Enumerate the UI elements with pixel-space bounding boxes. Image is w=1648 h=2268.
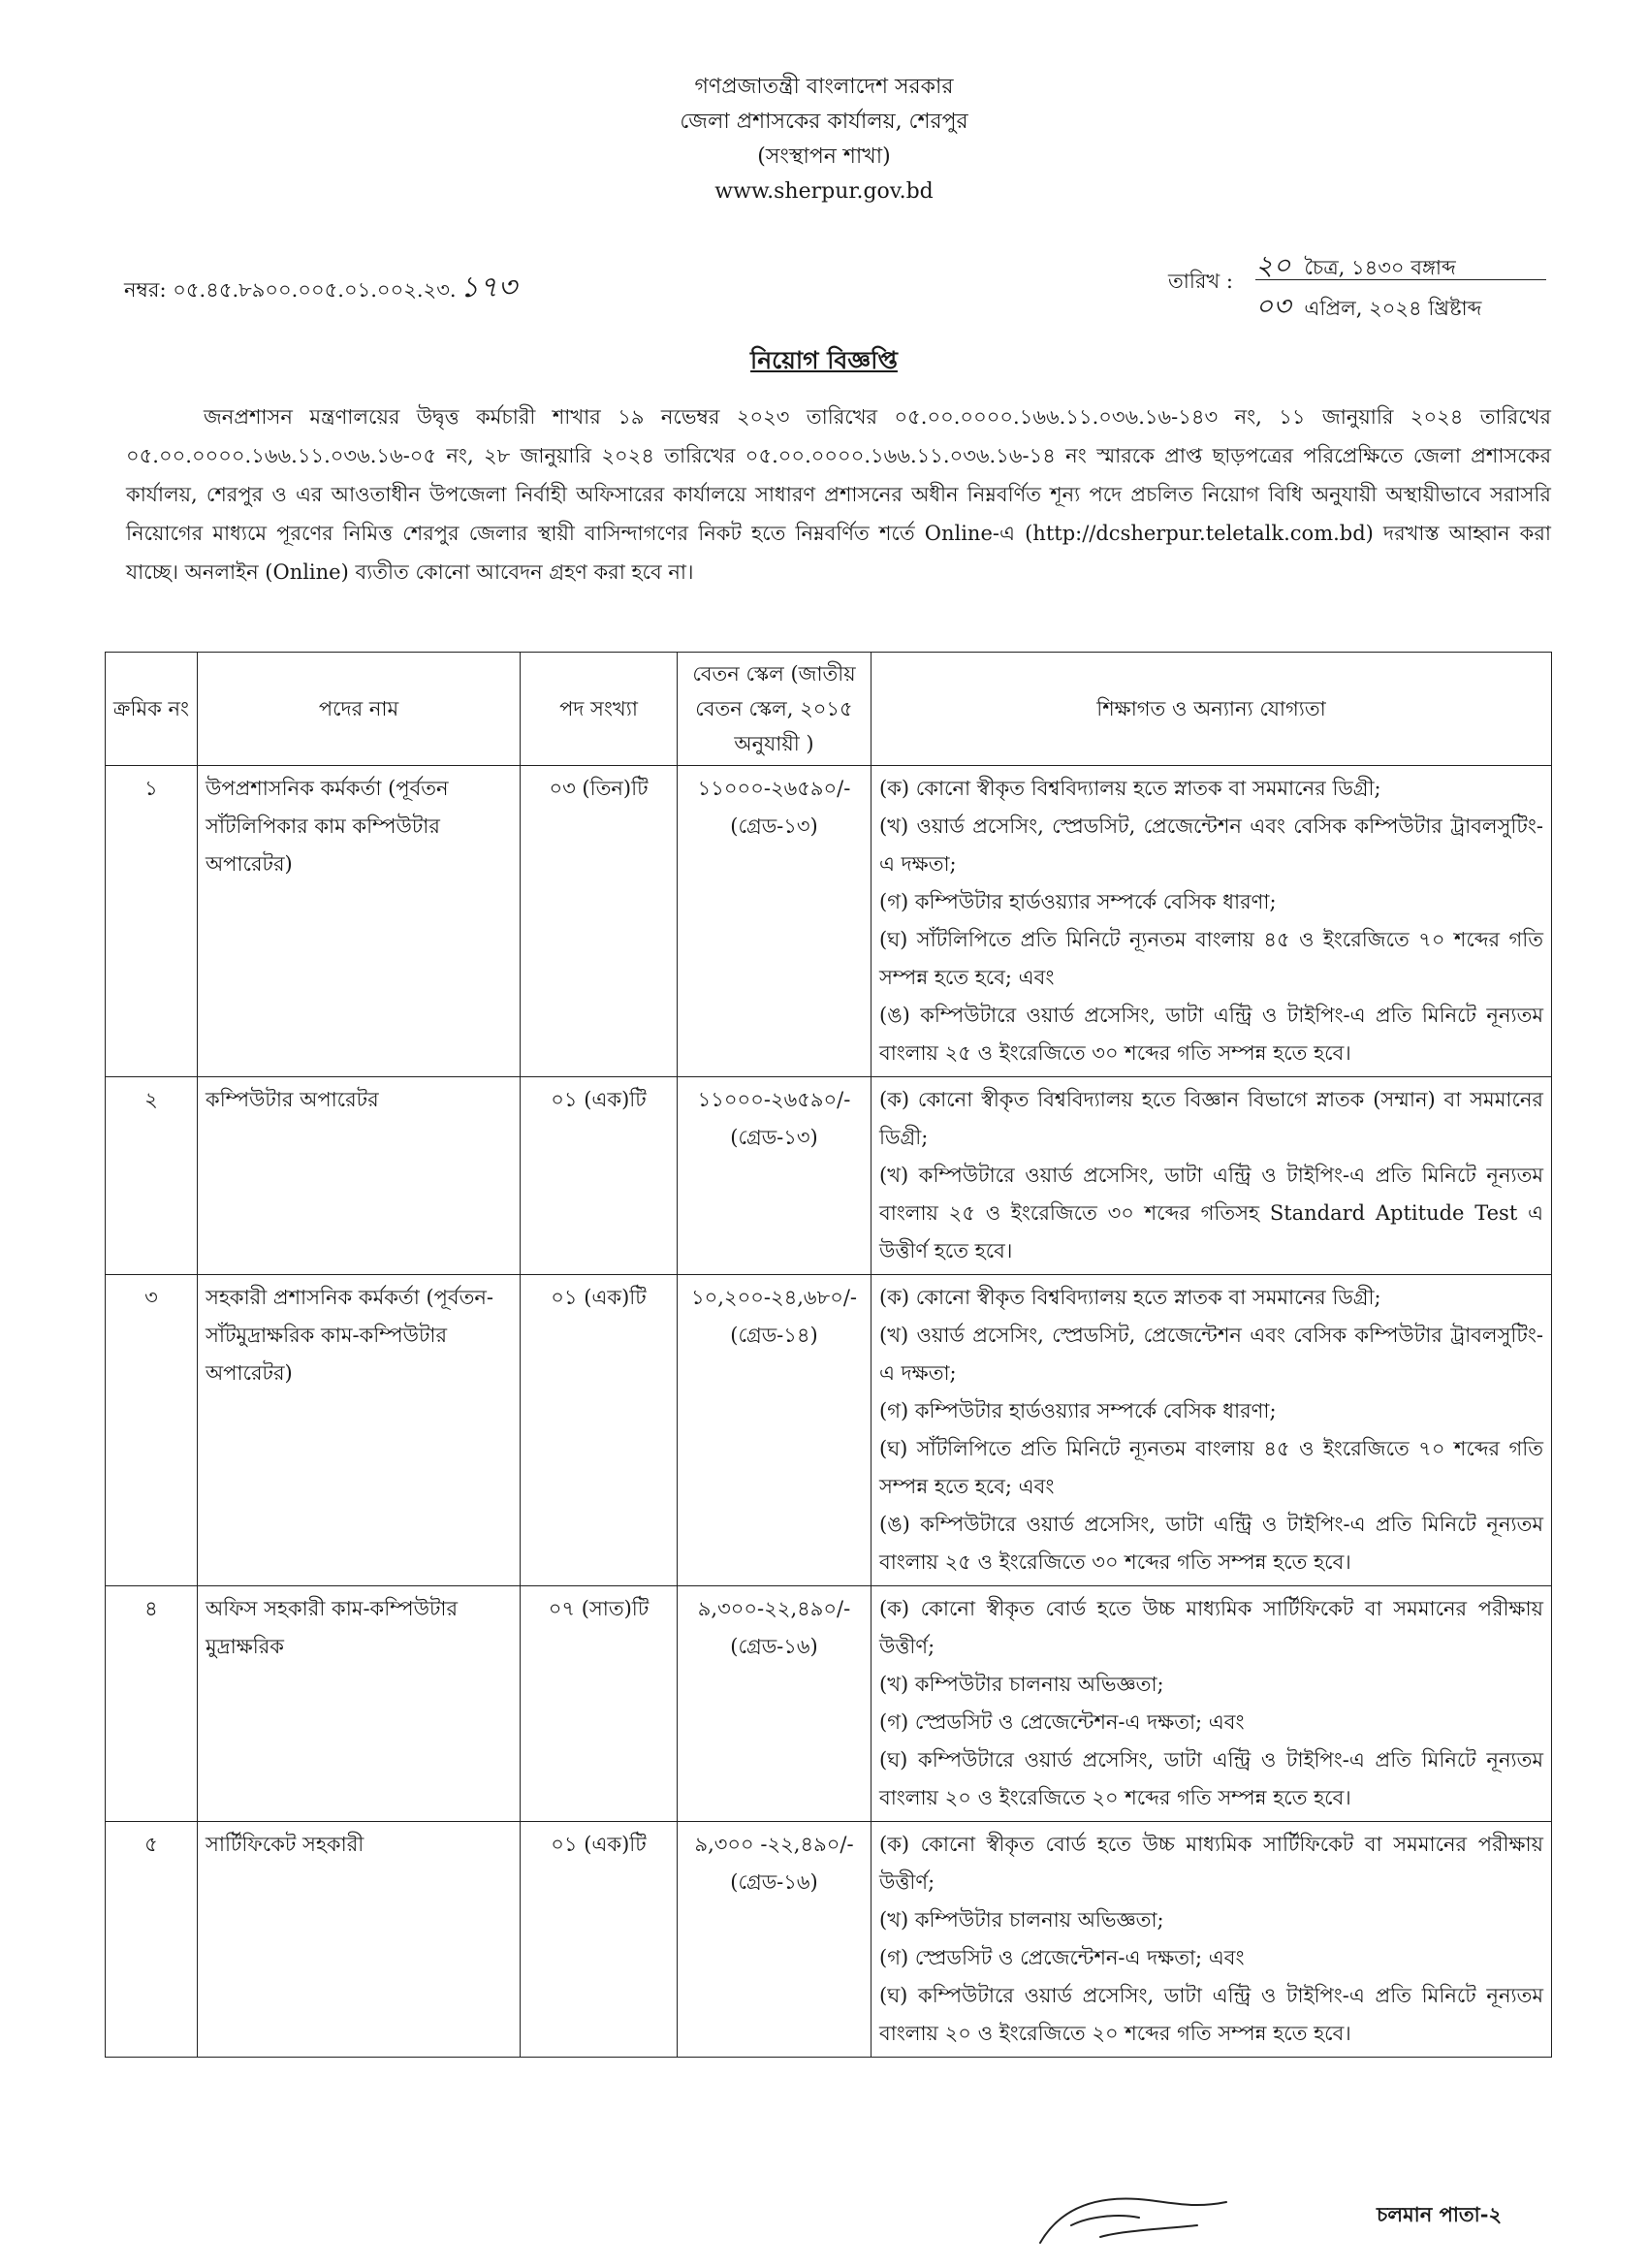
- post-name-cell: সহকারী প্রশাসনিক কর্মকর্তা (পূর্বতন-সাঁটমুদ্রাক্ষরিক কাম-কম্পিউটার অপারেটর): [198, 1275, 521, 1586]
- qualification-item: (গ) স্প্রেডসিট ও প্রেজেন্টেশন-এ দক্ষতা; এবং: [879, 1710, 1245, 1734]
- qualification-item: (ক) কোনো স্বীকৃত বিশ্ববিদ্যালয় হতে বিজ্ঞান বিভাগে স্নাতক (সম্মান) বা সমমানের ডিগ্রী;: [879, 1088, 1543, 1149]
- post-name-cell: কম্পিউটার অপারেটর: [198, 1077, 521, 1275]
- pay-scale-cell: ১১০০০-২৬৫৯০/- (গ্রেড-১৩): [678, 1077, 872, 1275]
- pay-scale-cell: ১১০০০-২৬৫৯০/- (গ্রেড-১৩): [678, 766, 872, 1077]
- header-qualification: শিক্ষাগত ও অন্যান্য যোগ্যতা: [872, 653, 1552, 766]
- header-post-name: পদের নাম: [198, 653, 521, 766]
- qualification-item: (গ) স্প্রেডসিট ও প্রেজেন্টেশন-এ দক্ষতা; এবং: [879, 1946, 1245, 1969]
- qualification-item: (ঘ) সাঁটলিপিতে প্রতি মিনিটে ন্যূনতম বাংলায় ৪৫ ও ইংরেজিতে ৭০ শব্দের গতি সম্পন্ন হতে হবে; এবং: [879, 1437, 1543, 1498]
- date-block: [1168, 244, 1546, 322]
- post-name-cell: উপপ্রশাসনিক কর্মকর্তা (পূর্বতন সাঁটলিপিকার কাম কম্পিউটার অপারেটর): [198, 766, 521, 1077]
- post-name-cell: অফিস সহকারী কাম-কম্পিউটার মুদ্রাক্ষরিক: [198, 1586, 521, 1822]
- post-count-cell: ০৩ (তিন)টি: [521, 766, 678, 1077]
- table-row: [106, 1822, 1552, 2058]
- header-pay-scale: বেতন স্কেল (জাতীয় বেতন স্কেল, ২০১৫ অনুযায়ী ): [678, 653, 872, 766]
- post-count-cell: ০১ (এক)টি: [521, 1275, 678, 1586]
- qualification-item: (ক) কোনো স্বীকৃত বিশ্ববিদ্যালয় হতে স্নাতক বা সমমানের ডিগ্রী;: [879, 777, 1381, 800]
- qualification-cell: [872, 766, 1552, 1077]
- office-name: জেলা প্রশাসকের কার্যালয়, শেরপুর: [680, 110, 968, 134]
- section-name: (সংস্থাপন শাখা): [757, 144, 891, 169]
- letterhead: [0, 70, 1648, 209]
- bangla-date-rest: চৈত্র, ১৪৩০ বঙ্গাব্দ: [1304, 256, 1456, 279]
- qualification-item: (ক) কোনো স্বীকৃত বোর্ড হতে উচ্চ মাধ্যমিক সার্টিফিকেট বা সমমানের পরীক্ষায় উত্তীর্ণ;: [879, 1597, 1543, 1658]
- qualification-cell: [872, 1586, 1552, 1822]
- signature: [1032, 2187, 1246, 2254]
- serial-cell: ৪: [106, 1586, 198, 1822]
- website-link[interactable]: www.sherpur.gov.bd: [714, 179, 934, 204]
- qualification-item: (ঘ) কম্পিউটারে ওয়ার্ড প্রসেসিং, ডাটা এন্ট্রি ও টাইপিং-এ প্রতি মিনিটে নূন্যতম বাংলায় ২০ ও ইংরেজিতে ২০ শব্দের গতি সম্পন্ন হতে হবে।: [879, 1984, 1543, 2045]
- bangla-date-day: ২০: [1255, 249, 1291, 281]
- pay-scale-cell: ৯,৩০০-২২,৪৯০/- (গ্রেড-১৬): [678, 1586, 872, 1822]
- qualification-item: (খ) ওয়ার্ড প্রসেসিং, স্প্রেডসিট, প্রেজেন্টেশন এবং বেসিক কম্পিউটার ট্রাবলসুটিং-এ দক্ষতা;: [879, 1324, 1543, 1385]
- post-name-cell: সার্টিফিকেট সহকারী: [198, 1822, 521, 2058]
- date-label: তারিখ :: [1168, 270, 1233, 293]
- memo-value: ০৫.৪৫.৮৯০০.০০৫.০১.০০২.২৩.: [173, 278, 457, 302]
- qualification-cell: [872, 1275, 1552, 1586]
- qualification-item: (ঙ) কম্পিউটারে ওয়ার্ড প্রসেসিং, ডাটা এন্ট্রি ও টাইপিং-এ প্রতি মিনিটে নূন্যতম বাংলায় ২৫ ও ইংরেজিতে ৩০ শব্দের গতি সম্পন্ন হতে হবে।: [879, 1004, 1543, 1065]
- english-date: [1255, 285, 1481, 331]
- english-date-rest: এপ্রিল, ২০২৪ খ্রিষ্টাব্দ: [1304, 297, 1482, 320]
- notice-title-wrap: [0, 341, 1648, 383]
- qualification-cell: [872, 1822, 1552, 2058]
- govt-name: গণপ্রজাতন্ত্রী বাংলাদেশ সরকার: [694, 75, 954, 99]
- qualification-item: (গ) কম্পিউটার হার্ডওয়্যার সম্পর্কে বেসিক ধারণা;: [879, 1399, 1277, 1422]
- bangla-date: [1255, 244, 1456, 290]
- intro-paragraph: জনপ্রশাসন মন্ত্রণালয়ের উদ্বৃত্ত কর্মচারী শাখার ১৯ নভেম্বর ২০২৩ তারিখের ০৫.০০.০০০০.১৬৬.১১.০৩৬.১৬-১৪৩ নং, ১১ জানুয়ারি ২০২৪ তারিখের ০৫.০০.০০০০.১৬৬.১১.০৩৬.১৬-০৫ নং, ২৮ জানুয়ারি ২০২৪ তারিখের ০৫.০০.০০০০.১৬৬.১১.০৩৬.১৬-১৪ নং স্মারকে প্রাপ্ত ছাড়পত্রের পরিপ্রেক্ষিতে জেলা প্রশাসকের কার্যালয়, শেরপুর ও এর আওতাধীন উপজেলা নির্বাহী অফিসারের কার্যালয়ে সাধারণ প্রশাসনের অধীন নিম্নবর্ণিত শূন্য পদে প্রচলিত নিয়োগ বিধি অনুযায়ী অস্থায়ীভাবে সরাসরি নিয়োগের মাধ্যমে পূরণের নিমিত্ত শেরপুর জেলার স্থায়ী বাসিন্দাগণের নিকট হতে নিম্নবর্ণিত শর্তে Online-এ (http://dcsherpur.teletalk.com.bd) দরখাস্ত আহ্বান করা যাচ্ছে। অনলাইন (Online) ব্যতীত কোনো আবেদন গ্রহণ করা হবে না।: [126, 405, 1551, 584]
- post-count-cell: ০১ (এক)টি: [521, 1077, 678, 1275]
- post-count-cell: ০১ (এক)টি: [521, 1822, 678, 2058]
- qualification-item: (ঙ) কম্পিউটারে ওয়ার্ড প্রসেসিং, ডাটা এন্ট্রি ও টাইপিং-এ প্রতি মিনিটে নূন্যতম বাংলায় ২৫ ও ইংরেজিতে ৩০ শব্দের গতি সম্পন্ন হতে হবে।: [879, 1513, 1543, 1574]
- qualification-cell: [872, 1077, 1552, 1275]
- serial-cell: ২: [106, 1077, 198, 1275]
- memo-label: নম্বর:: [124, 278, 167, 302]
- table-row: [106, 1077, 1552, 1275]
- qualification-item: (খ) কম্পিউটারে ওয়ার্ড প্রসেসিং, ডাটা এন্ট্রি ও টাইপিং-এ প্রতি মিনিটে নূন্যতম বাংলায় ২৫ ও ইংরেজিতে ৩০ শব্দের গতিসহ Standard Aptitude Test এ উত্তীর্ণ হতে হবে।: [879, 1164, 1543, 1262]
- serial-cell: ১: [106, 766, 198, 1077]
- qualification-item: (ঘ) কম্পিউটারে ওয়ার্ড প্রসেসিং, ডাটা এন্ট্রি ও টাইপিং-এ প্রতি মিনিটে নূন্যতম বাংলায় ২০ ও ইংরেজিতে ২০ শব্দের গতি সম্পন্ন হতে হবে।: [879, 1748, 1543, 1809]
- header-post-count: পদ সংখ্যা: [521, 653, 678, 766]
- pay-scale-cell: ৯,৩০০ -২২,৪৯০/- (গ্রেড-১৬): [678, 1822, 872, 2058]
- table-header-row: [106, 653, 1552, 766]
- qualification-item: (খ) কম্পিউটার চালনায় অভিজ্ঞতা;: [879, 1673, 1164, 1696]
- header-serial: ক্রমিক নং: [106, 653, 198, 766]
- table-row: [106, 1275, 1552, 1586]
- english-date-day: ০৩: [1255, 290, 1291, 322]
- qualification-item: (ঘ) সাঁটলিপিতে প্রতি মিনিটে ন্যূনতম বাংলায় ৪৫ ও ইংরেজিতে ৭০ শব্দের গতি সম্পন্ন হতে হবে; এবং: [879, 928, 1543, 989]
- qualification-item: (ক) কোনো স্বীকৃত বিশ্ববিদ্যালয় হতে স্নাতক বা সমমানের ডিগ্রী;: [879, 1286, 1381, 1309]
- qualification-item: (খ) ওয়ার্ড প্রসেসিং, স্প্রেডসিট, প্রেজেন্টেশন এবং বেসিক কম্পিউটার ট্রাবলসুটিং-এ দক্ষতা;: [879, 815, 1543, 876]
- qualification-item: (খ) কম্পিউটার চালনায় অভিজ্ঞতা;: [879, 1908, 1164, 1932]
- serial-cell: ৫: [106, 1822, 198, 2058]
- memo-handwritten-number: ১৭৩: [460, 271, 518, 304]
- date-divider: [1255, 279, 1546, 280]
- continuation-note: চলমান পাতা-২: [1377, 2202, 1503, 2226]
- qualification-item: (ক) কোনো স্বীকৃত বোর্ড হতে উচ্চ মাধ্যমিক সার্টিফিকেট বা সমমানের পরীক্ষায় উত্তীর্ণ;: [879, 1833, 1543, 1894]
- serial-cell: ৩: [106, 1275, 198, 1586]
- pay-scale-cell: ১০,২০০-২৪,৬৮০/- (গ্রেড-১৪): [678, 1275, 872, 1586]
- posts-table: [105, 652, 1552, 2058]
- qualification-item: (গ) কম্পিউটার হার্ডওয়্যার সম্পর্কে বেসিক ধারণা;: [879, 890, 1277, 913]
- notice-title: নিয়োগ বিজ্ঞপ্তি: [750, 346, 898, 374]
- post-count-cell: ০৭ (সাত)টি: [521, 1586, 678, 1822]
- table-row: [106, 1586, 1552, 1822]
- memo-number: [124, 264, 517, 313]
- table-row: [106, 766, 1552, 1077]
